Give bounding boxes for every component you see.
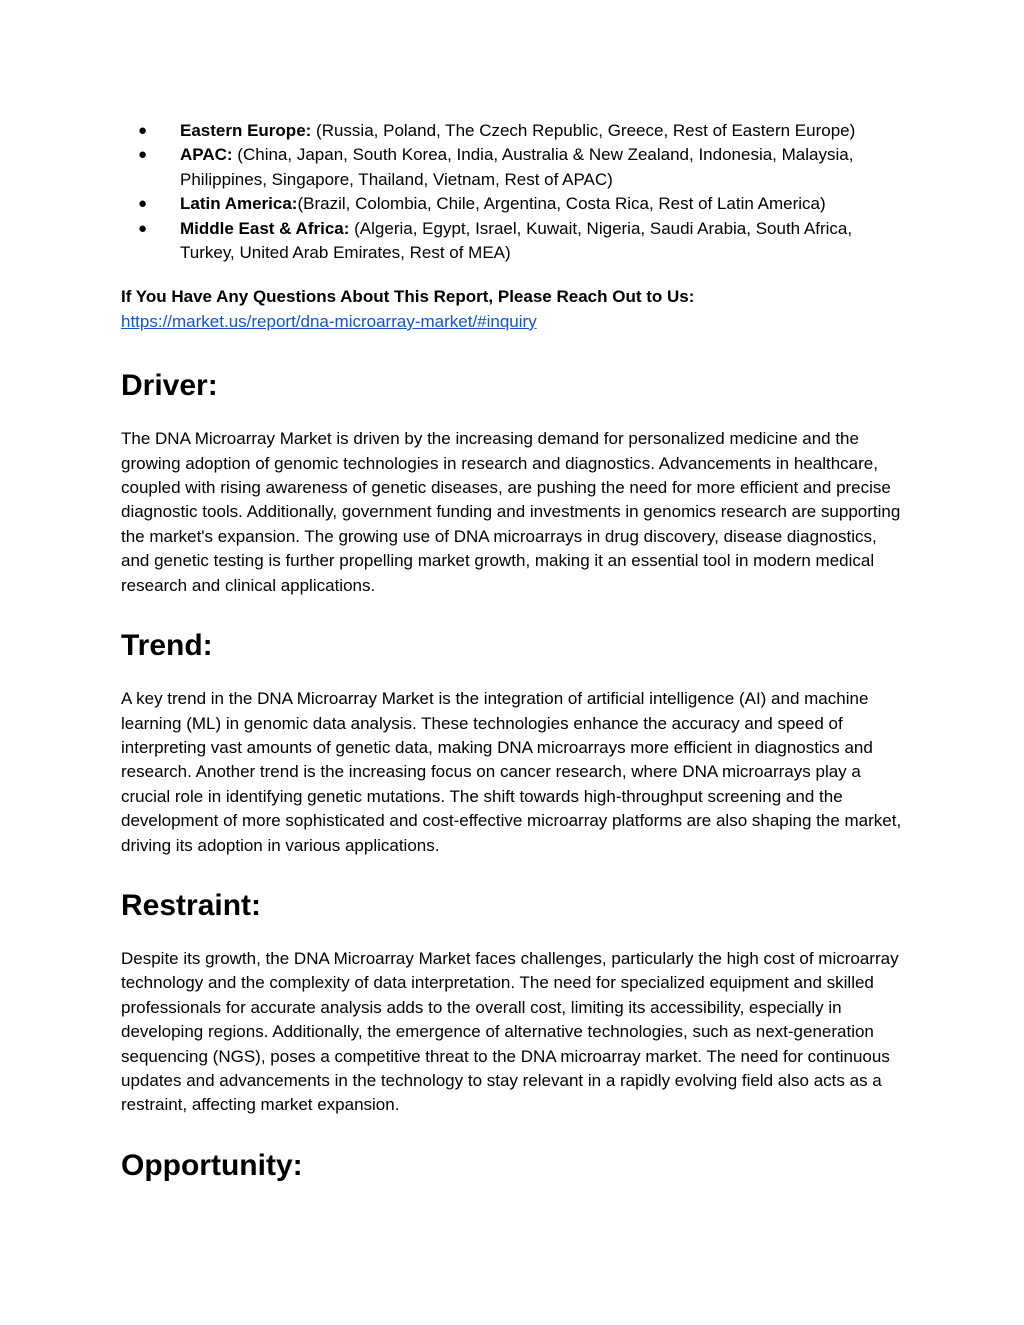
restraint-paragraph: Despite its growth, the DNA Microarray Market faces challenges, particularly the high cost of microarray technology and the complexity of data interpretation. The need for specialized equipment and skilled professionals for accurate analysis adds to the overall cost, limiting its accessibility, especially in developing regions. Additionally, the emergence of alternative technologies, such as next-generation sequencing (NGS), poses a competitive threat to the DNA microarray market. The need for continuous updates and advancements in the technology to stay relevant in a rapidly evolving field also acts as a restraint, affecting market expansion. (121, 948, 899, 1115)
inquiry-link[interactable]: https://market.us/report/dna-microarray-market/#inquiry (121, 311, 537, 331)
contact-label: If You Have Any Questions About This Report, Please Reach Out to Us: (121, 287, 695, 307)
list-item (121, 143, 906, 192)
region-details: (Brazil, Colombia, Chile, Argentina, Costa Rica, Rest of Latin America) (297, 194, 826, 214)
bullet-icon: ● (138, 122, 148, 139)
restraint-heading: Restraint: (121, 888, 262, 922)
opportunity-heading: Opportunity: (121, 1148, 303, 1182)
region-name: Latin America: (180, 194, 298, 214)
bullet-icon: ● (138, 146, 148, 164)
driver-heading: Driver: (121, 369, 218, 403)
contact-block (121, 285, 906, 334)
region-name: Eastern Europe: (180, 121, 312, 140)
region-list (121, 119, 906, 265)
bullet-icon: ● (138, 219, 148, 237)
bullet-icon: ● (138, 195, 148, 213)
trend-heading: Trend: (121, 629, 213, 663)
region-details: (Russia, Poland, The Czech Republic, Greece, Rest of Eastern Europe) (311, 121, 856, 140)
driver-paragraph: The DNA Microarray Market is driven by the increasing demand for personalized medicine and the growing adoption of genomic technologies in research and diagnostics. Advancements in healthcare, coupled with rising awareness of genetic diseases, are pushing the need for more efficient and precise diagnostic tools. Additionally, government funding and investments in genomics research are supporting the market's expansion. The growing use of DNA microarrays in drug discovery, disease diagnostics, and genetic testing is further propelling market growth, making it an essential tool in modern medical research and clinical applications. (121, 429, 901, 595)
region-name: APAC: (180, 145, 233, 165)
document-page (121, 119, 906, 1184)
list-item (121, 119, 906, 143)
trend-paragraph: A key trend in the DNA Microarray Market is the integration of artificial intelligence (AI) and machine learning (ML) in genomic data analysis. These technologies enhance the accuracy and speed of interpreting vast amounts of genetic data, making DNA microarrays more efficient in diagnostics and research. Another trend is the increasing focus on cancer research, where DNA microarrays play a crucial role in identifying genetic mutations. The shift towards high-throughput screening and the development of more sophisticated and cost-effective microarray platforms are also shaping the market, driving its adoption in various applications. (121, 689, 902, 855)
list-item (121, 192, 906, 216)
region-details: (Algeria, Egypt, Israel, Kuwait, Nigeria, Saudi Arabia, South Africa, Turkey, United Arab Emirates, Rest of MEA) (180, 218, 853, 263)
region-name: Middle East & Africa: (180, 218, 350, 238)
list-item (121, 217, 906, 266)
region-details: (China, Japan, South Korea, India, Australia & New Zealand, Indonesia, Malaysia, Philippines, Singapore, Thailand, Vietnam, Rest of APAC) (180, 145, 854, 189)
